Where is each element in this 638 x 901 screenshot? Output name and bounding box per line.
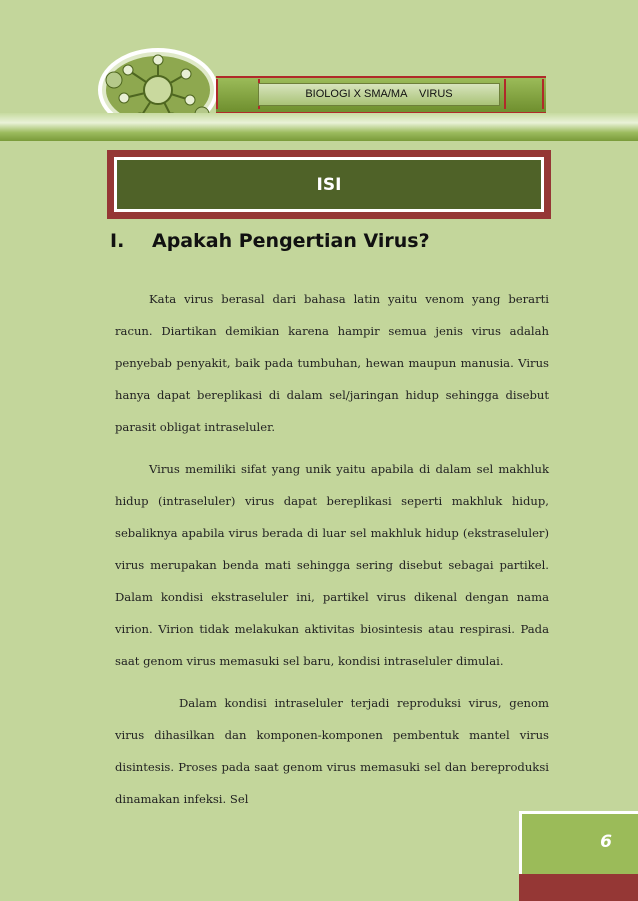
body-content xyxy=(115,283,549,825)
header-title: BIOLOGI X SMA/MA VIRUS xyxy=(258,83,500,106)
header-right-cell xyxy=(504,79,544,109)
chapter-heading xyxy=(110,230,430,252)
footer-accent-bar xyxy=(519,874,638,901)
decorative-rule xyxy=(0,113,638,141)
page-number-box xyxy=(519,811,638,874)
paragraph: Dalam kondisi intraseluler terjadi reproduksi virus, genom virus dihasilkan dan komponen-komponen pembentuk mantel virus disintesis. Proses pada saat genom virus memasuki sel dan bereproduksi dinamakan infeksi. Sel xyxy=(115,696,549,806)
page-number: 6 xyxy=(600,832,612,852)
section-banner xyxy=(107,150,551,219)
header-left-cell xyxy=(216,79,260,109)
heading-text: Apakah Pengertian Virus? xyxy=(152,230,430,252)
paragraph: Kata virus berasal dari bahasa latin yaitu venom yang berarti racun. Diartikan demikian karena hampir semua jenis virus adalah penyebab penyakit, baik pada tumbuhan, hewan maupun manusia. Virus hanya dapat bereplikasi di dalam sel/jaringan hidup sehingga disebut parasit obligat intraseluler. xyxy=(115,292,549,434)
heading-number: I. xyxy=(110,230,125,252)
section-banner-inner xyxy=(114,157,544,212)
section-title: ISI xyxy=(316,174,342,195)
paragraph: Virus memiliki sifat yang unik yaitu apabila di dalam sel makhluk hidup (intraseluler) virus dapat bereplikasi seperti makhluk hidup, sebaliknya apabila virus berada di luar sel makhluk hidup (ekstraseluler) virus merupakan benda mati sehingga sering disebut sebagai partikel. Dalam kondisi ekstraseluler ini, partikel virus dikenal dengan nama virion. Virion tidak melakukan aktivitas biosintesis atau respirasi. Pada saat genom virus memasuki sel baru, kondisi intraseluler dimulai. xyxy=(115,462,549,668)
